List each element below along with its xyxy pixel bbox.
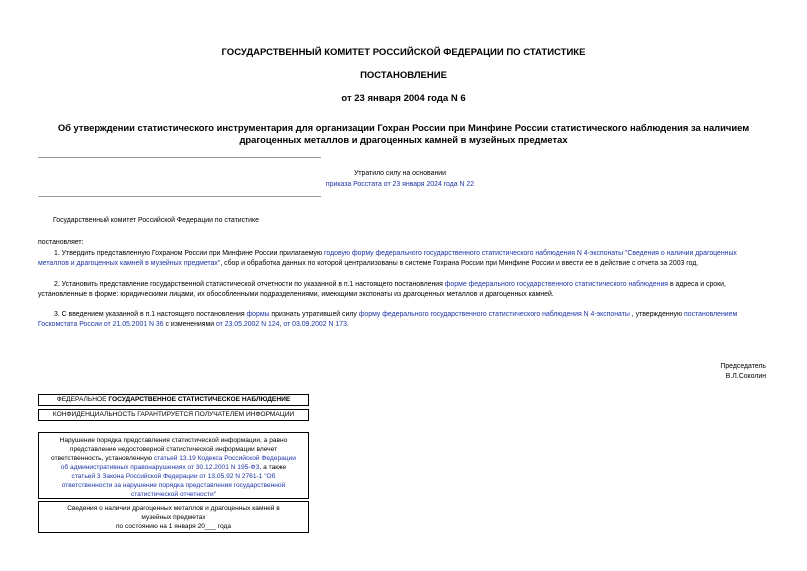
p1-text-1: 1. Утвердить представленную Гохраном России при Минфине России прилагаемую bbox=[54, 250, 325, 257]
p3-text-4: с изменениями bbox=[163, 321, 216, 328]
issuer-text: Государственный комитет Российской Федерации по статистике bbox=[53, 217, 259, 224]
p2-text-2: в адреса и сроки, установленные в форме: юридическими лицами, их обособленными подразделениями, имеющими экспонаты из драгоценных металлов и драгоценных камней. bbox=[38, 281, 726, 298]
signatory-role: Председатель bbox=[720, 363, 766, 370]
divider-bottom bbox=[38, 196, 321, 197]
paragraph-1 bbox=[38, 249, 769, 269]
paragraph-3 bbox=[38, 310, 769, 330]
confidentiality-box: КОНФИДЕНЦИАЛЬНОСТЬ ГАРАНТИРУЕТСЯ ПОЛУЧАТЕЛЕМ ИНФОРМАЦИИ bbox=[38, 409, 309, 421]
p3-text-1: 3. С введением указанной в п.1 настоящего постановления bbox=[54, 311, 247, 318]
doc-type-heading: ПОСТАНОВЛЕНИЕ bbox=[360, 70, 447, 81]
p1-text-2: , сбор и обработка данных по которой централизованы в системе Гохрана России при Минфине России и ввести ее в действие с отчета за 2003 год. bbox=[220, 260, 699, 267]
p3-text-2: признать утратившей силу bbox=[269, 311, 359, 318]
paragraph-2 bbox=[38, 280, 769, 300]
date-number-heading: от 23 января 2004 года N 6 bbox=[341, 93, 466, 104]
divider-top bbox=[38, 157, 321, 158]
goskomstat-resolution-link[interactable]: постановлением Госкомстата России от 21.05.2001 N 36 bbox=[38, 311, 738, 328]
federal-form-link[interactable]: форме федерального государственного статистического наблюдения bbox=[444, 281, 669, 288]
federal-observation-box bbox=[38, 394, 309, 406]
form-4-exhibits-link[interactable]: годовую форму федерального государственного статистического наблюдения N 4-экспонаты "Сведения о наличии драгоценных металлов и драгоценных камней в музейных предметах" bbox=[38, 250, 737, 267]
old-form-link[interactable]: форму федерального государственного статистического наблюдения N 4-экспонаты bbox=[358, 311, 630, 318]
signatory-name: В.Л.Соколин bbox=[725, 373, 766, 380]
report-date: по состоянию на 1 января 20___ года bbox=[115, 523, 232, 530]
law-article-3-link[interactable]: статьей 3 Закона Российской Федерации от 13.05.92 N 2761-1 "Об ответственности за нарушение порядка представления государственной статистической отчетности" bbox=[61, 473, 286, 498]
liability-text-1: Нарушение порядка представления статистической информации, а равно представление недостоверной статистической информации влечет ответственность, установленную bbox=[51, 437, 288, 462]
federal-bold-text: ГОСУДАРСТВЕННОЕ СТАТИСТИЧЕСКОЕ НАБЛЮДЕНИЕ bbox=[108, 396, 291, 403]
p3-text-3: , утвержденную bbox=[629, 311, 685, 318]
federal-prefix: ФЕДЕРАЛЬНОЕ bbox=[56, 396, 109, 403]
expired-note-text: Утратило силу на основании bbox=[354, 170, 446, 177]
report-title: Сведения о наличии драгоценных металлов и драгоценных камней в музейных предметах bbox=[67, 505, 280, 521]
p3-text-5: , bbox=[279, 321, 284, 328]
koap-article-link[interactable]: статьей 13.19 Кодекса Российской Федерации об административных правонарушениях от 30.12.2001 N 195-ФЗ bbox=[60, 455, 296, 471]
liability-text-2: , а также bbox=[259, 464, 287, 471]
amendment-124-link[interactable]: от 23.05.2002 N 124 bbox=[215, 321, 280, 328]
resolves-text: постановляет: bbox=[38, 239, 84, 246]
p3-text-6: . bbox=[346, 321, 349, 328]
document-title: Об утверждении статистического инструментария для организации Гохран России при Минфине России статистического наблюдения за наличием драгоценных металлов и драгоценных камней в музейных предметах bbox=[57, 122, 750, 145]
committee-heading: ГОСУДАРСТВЕННЫЙ КОМИТЕТ РОССИЙСКОЙ ФЕДЕРАЦИИ ПО СТАТИСТИКЕ bbox=[221, 47, 586, 58]
report-title-box bbox=[38, 501, 309, 533]
p2-text-1: 2. Установить представление государственной статистической отчетности по указанной в п.1 настоящего постановления bbox=[54, 281, 445, 288]
forms-link[interactable]: формы bbox=[246, 311, 270, 318]
amendment-173-link[interactable]: от 03.09.2002 N 173 bbox=[283, 321, 347, 328]
liability-box bbox=[38, 432, 309, 499]
expired-order-link[interactable]: приказа Росстата от 23 января 2024 года N 22 bbox=[325, 181, 475, 188]
